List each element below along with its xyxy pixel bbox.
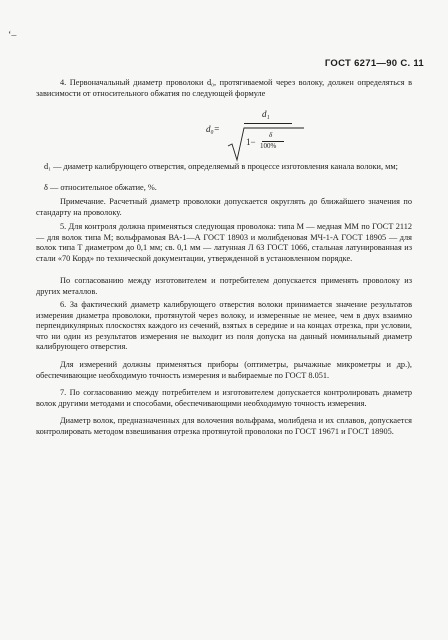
formula-lhs: d₀= — [206, 124, 220, 134]
definition-delta: δ — относительное обжатие, %. — [44, 183, 157, 192]
fraction-bar — [244, 123, 292, 124]
paragraph-7-continued: Диаметр волок, предназначенных для волочения вольфрама, молибдена и их сплавов, допускается контролировать методом взвешивания отрезка протянутой проволоки по ГОСТ 19671 и ГОСТ 18905. — [36, 416, 412, 436]
inner-numerator: δ — [269, 131, 273, 139]
paragraph-5: 5. Для контроля должна применяться следующая проволока: типа М — медная ММ по ГОСТ 2112 — для волок типа М; вольфрамовая ВА-1—А ГОСТ 18903 и молибденовая МЧ-1-А ГОСТ 18905 — для волок типа Т диаметром до 0,1 мм; св. 0,1 мм — латунная Л 63 ГОСТ 1066, стальная латунированная из стали «70 Корд» по технической документации, утвержденной в установленном порядке. — [36, 222, 412, 263]
paragraph-4: 4. Первоначальный диаметр проволоки d₀, протягиваемой через волоку, должен определяться в зависимости от относительного обжатия по следующей формуле — [36, 78, 412, 98]
page-header: ГОСТ 6271—90 С. 11 — [324, 58, 424, 69]
formula-numerator: d₁ — [262, 109, 270, 119]
radicand-one: 1− — [246, 137, 256, 147]
paragraph-6-continued: Для измерений должны применяться приборы (оптиметры, рычажные микрометры и др.), обеспечивающие необходимую точность измерения и выбираемые по ГОСТ 8.051. — [36, 360, 412, 380]
inner-denominator: 100% — [260, 142, 277, 150]
formula — [206, 107, 316, 157]
paragraph-6: 6. За фактический диаметр калибрующего отверстия волоки принимается значение результатов измерения диаметра проволоки, протянутой через волоку, и измеренные не менее, чем в двух взаимно перпендикулярных плоскостях каждого из сечений, взятых в середине и на концах отрезка, при условии, что ни один из результатов измерения не выходит из поля допуска на данный номинальный диаметр калибрующего отверстия. — [36, 300, 412, 352]
paragraph-7: 7. По согласованию между потребителем и изготовителем допускается контролировать диаметр волок другими методами и способами, обеспечивающими необходимую точность измерения. — [36, 388, 412, 408]
definition-d1: d₁ — диаметр калибрующего отверстия, определяемый в процессе изготовления канала волоки, мм; — [44, 162, 398, 171]
corner-mark: ʻ– — [8, 30, 17, 41]
paragraph-5-continued: По согласованию между изготовителем и потребителем допускается применять проволоку из других металлов. — [36, 276, 412, 296]
note: Примечание. Расчетный диаметр проволоки допускается округлять до ближайшего значения по стандарту на проволоку. — [36, 197, 412, 217]
